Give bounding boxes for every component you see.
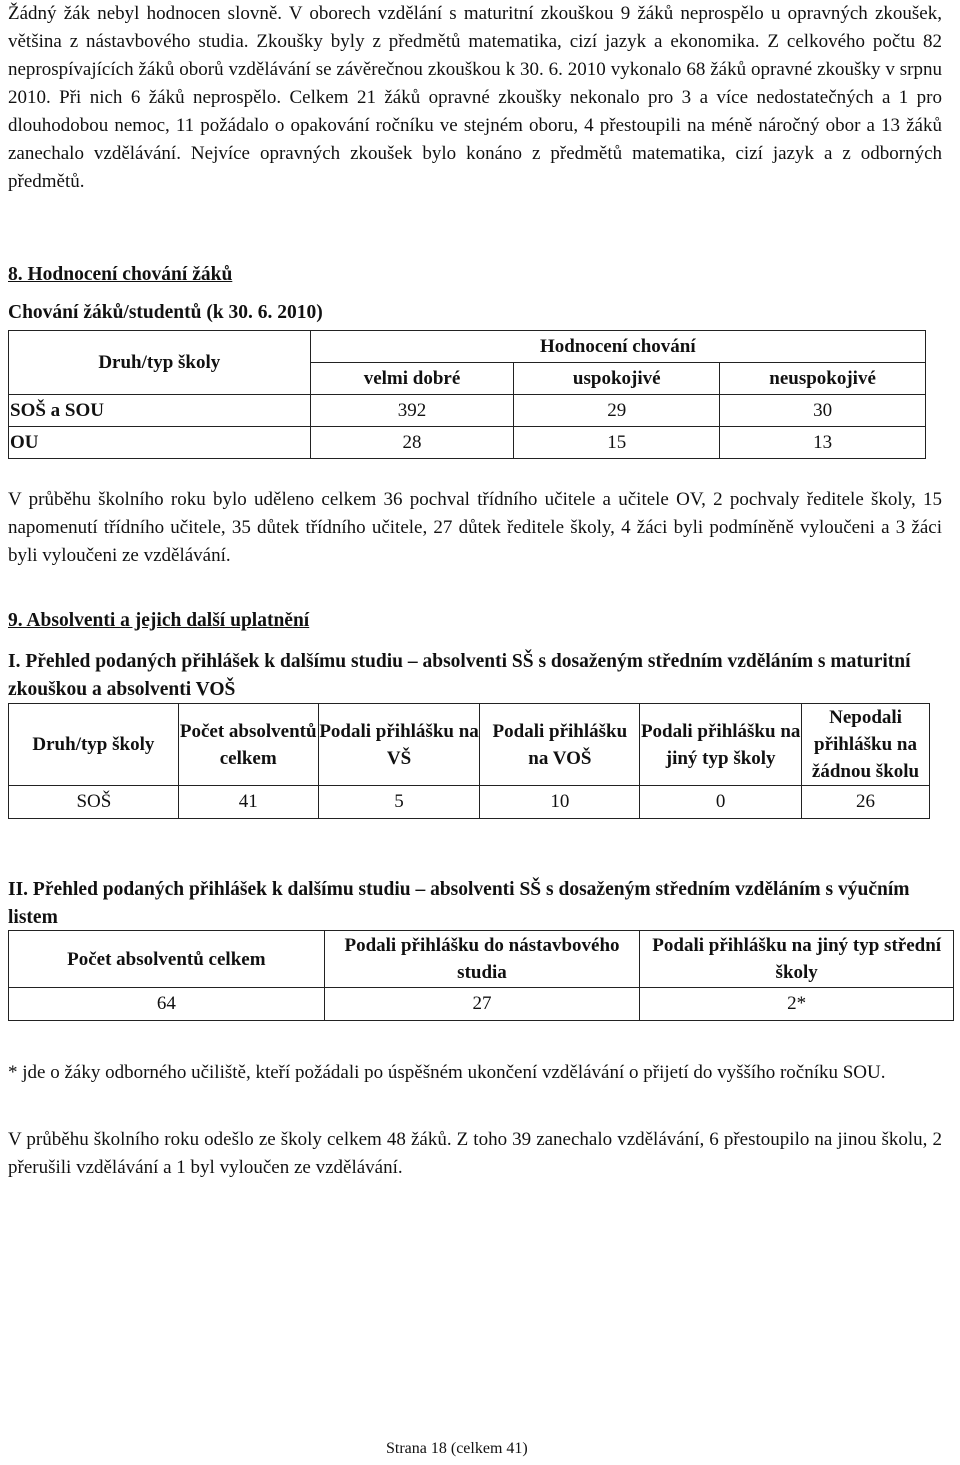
- table-row: [9, 395, 926, 427]
- cell-value: 29: [514, 395, 720, 427]
- cell-value: 2*: [640, 988, 954, 1021]
- cell-value: 41: [178, 786, 318, 819]
- table-caption-graduates-maturita: I. Přehled podaných přihlášek k dalšímu studiu – absolventi SŠ s dosaženým středním vzděláním s maturitní zkouškou a absolventi VOŠ: [8, 651, 911, 700]
- cell-value: 13: [720, 427, 926, 459]
- table-row: [9, 988, 954, 1021]
- header-applied-extension: Podali přihlášku do nástavbového studia: [324, 931, 640, 988]
- paragraph-commendations: V průběhu školního roku bylo uděleno celkem 36 pochval třídního učitele a učitele OV, 2 pochvaly ředitele školy, 15 napomenutí třídního učitele, 35 důtek třídního učitele, 27 důtek ředitele školy, 4 žáci byli podmíněně vyloučeni a 3 žáci byli vyloučeni ze vzdělávání.: [8, 489, 942, 566]
- paragraph-departures: V průběhu školního roku odešlo ze školy celkem 48 žáků. Z toho 39 zanechalo vzdělávání, 6 přestoupilo na jinou školu, 2 přerušili vzdělávání a 1 byl vyloučen ze vzdělávání.: [8, 1129, 942, 1178]
- cell-value: 10: [480, 786, 640, 819]
- cell-value: 5: [318, 786, 480, 819]
- header-satisfactory: uspokojivé: [514, 363, 720, 395]
- header-very-good: velmi dobré: [310, 363, 514, 395]
- section-heading-behavior: 8. Hodnocení chování žáků: [8, 264, 233, 285]
- table-row: [9, 786, 930, 819]
- table-row: [9, 427, 926, 459]
- header-unsatisfactory: neuspokojivé: [720, 363, 926, 395]
- cell-value: 15: [514, 427, 720, 459]
- table-caption-behavior: Chování žáků/studentů (k 30. 6. 2010): [8, 302, 323, 323]
- behavior-table: [8, 330, 926, 459]
- header-applied-other-secondary: Podali přihlášku na jiný typ střední školy: [640, 931, 954, 988]
- page-number: Strana 18 (celkem 41): [386, 1440, 528, 1457]
- cell-value: 64: [9, 988, 325, 1021]
- header-total-graduates: Počet absolventů celkem: [178, 704, 318, 786]
- cell-value: 28: [310, 427, 514, 459]
- header-total-graduates: Počet absolventů celkem: [9, 931, 325, 988]
- table-header-row: [9, 704, 930, 786]
- cell-value: 392: [310, 395, 514, 427]
- graduates-maturita-table: [8, 703, 930, 819]
- row-school-name: SOŠ: [9, 786, 179, 819]
- table-header-row: [9, 931, 954, 988]
- header-applied-university: Podali přihlášku na VŠ: [318, 704, 480, 786]
- cell-value: 26: [802, 786, 930, 819]
- row-school-name: SOŠ a SOU: [9, 395, 311, 427]
- cell-value: 0: [640, 786, 802, 819]
- paragraph-exam-results: Žádný žák nebyl hodnocen slovně. V oborech vzdělání s maturitní zkouškou 9 žáků neprospělo u opravných zkoušek, většina z nástavbového studia. Zkoušky byly z předmětů matematika, cizí jazyk a ekonomika. Z celkového počtu 82 neprospívajících žáků oborů vzdělávání se závěrečnou zkouškou k 30. 6. 2010 vykonalo 68 žáků opravné zkoušky v srpnu 2010. Při nich 6 žáků neprospělo. Celkem 21 žáků opravné zkoušky nekonalo pro 3 a více nedostatečných a 1 pro dlouhodobou nemoc, 11 požádalo o opakování ročníku ve stejném oboru, 4 přestoupili na méně náročný obor a 13 žáků zanechalo vzdělávání. Nejvíce opravných zkoušek bylo konáno z předmětů matematika, cizí jazyk a z odborných předmětů.: [8, 3, 942, 192]
- header-behavior-group: Hodnocení chování: [310, 331, 925, 363]
- table-caption-graduates-vocational: II. Přehled podaných přihlášek k dalšímu studiu – absolventi SŠ s dosaženým středním vzděláním s výučním listem: [8, 879, 910, 928]
- header-school-type: Druh/typ školy: [9, 331, 311, 395]
- header-school-type: Druh/typ školy: [9, 704, 179, 786]
- header-applied-vos: Podali přihlášku na VOŠ: [480, 704, 640, 786]
- section-heading-graduates: 9. Absolventi a jejich další uplatnění: [8, 610, 310, 631]
- cell-value: 30: [720, 395, 926, 427]
- cell-value: 27: [324, 988, 640, 1021]
- row-school-name: OU: [9, 427, 311, 459]
- header-applied-other: Podali přihlášku na jiný typ školy: [640, 704, 802, 786]
- header-not-applied: Nepodali přihlášku na žádnou školu: [802, 704, 930, 786]
- table-header-row: [9, 331, 926, 363]
- graduates-vocational-table: [8, 930, 954, 1021]
- footnote: * jde o žáky odborného učiliště, kteří požádali po úspěšném ukončení vzdělávání o přijetí do vyššího ročníku SOU.: [8, 1062, 886, 1083]
